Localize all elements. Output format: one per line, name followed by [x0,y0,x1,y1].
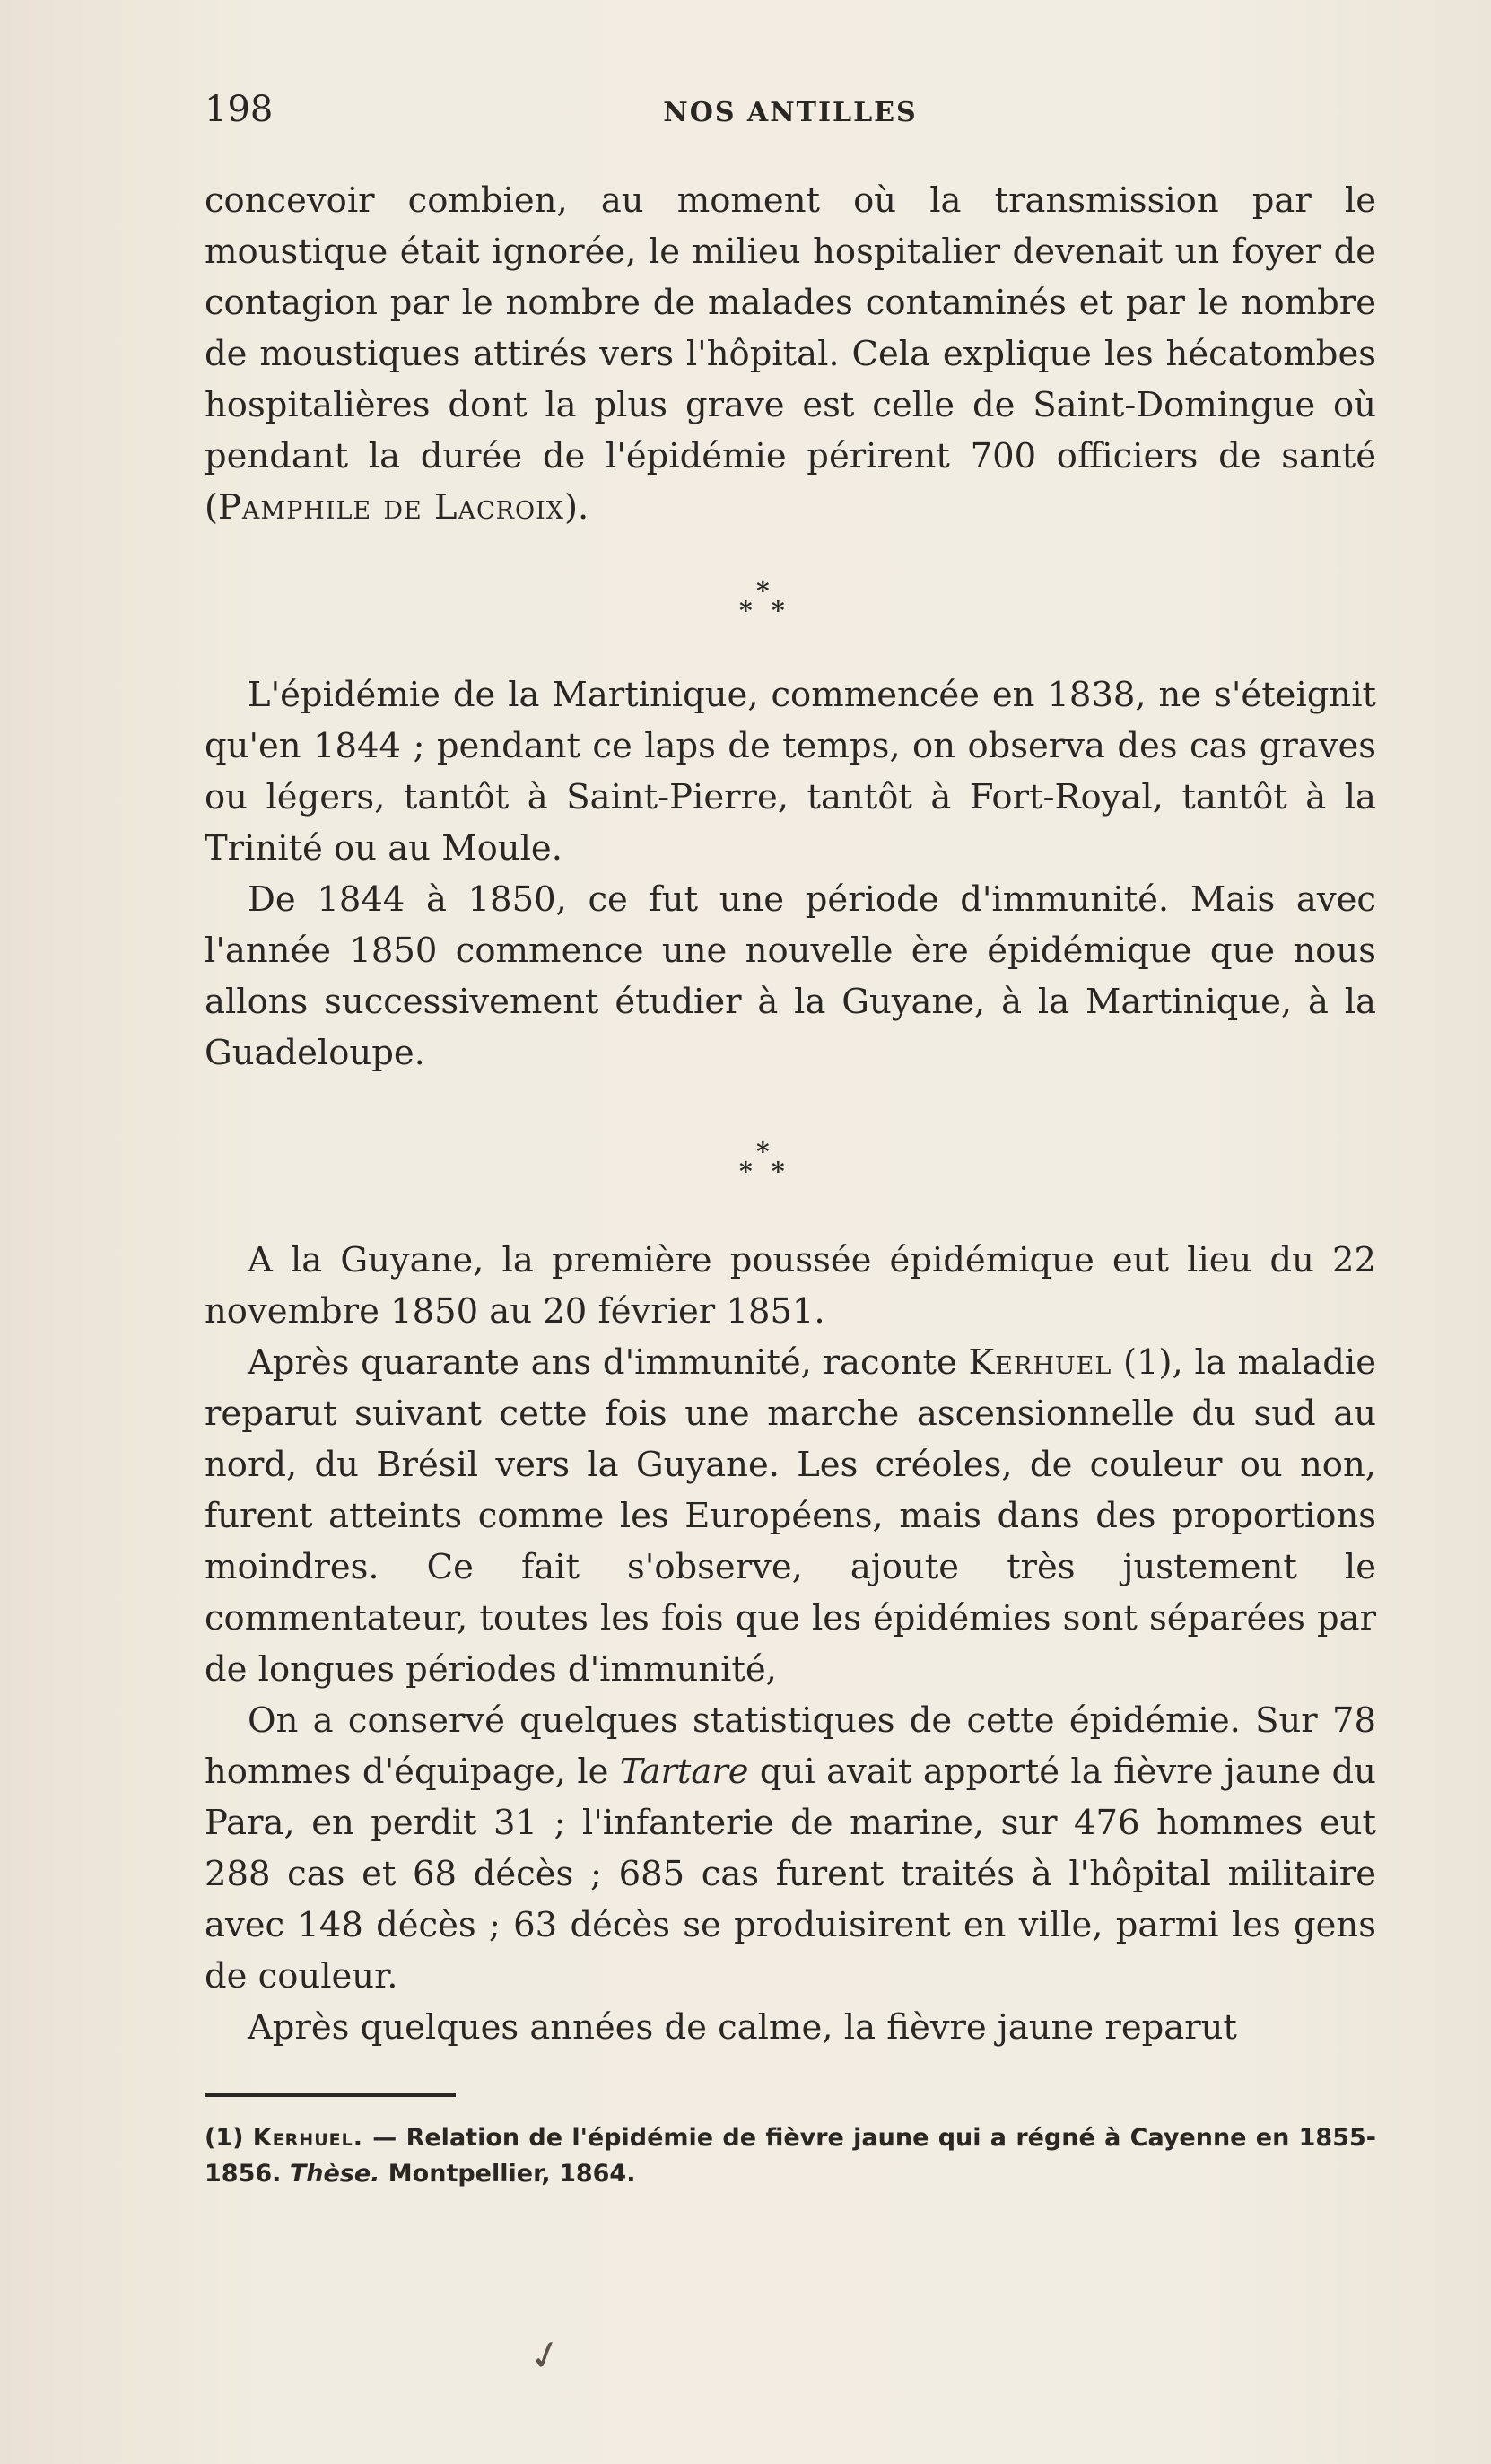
author-name: Kerhuel [968,1342,1112,1383]
footnote-rule [205,2093,456,2097]
pencil-mark: ✓ [524,2329,568,2382]
asterism-separator-1 [736,576,798,631]
ship-name: Tartare [619,1752,749,1792]
page-header [205,83,1376,136]
paragraph-6: On a conservé quelques statistiques de cette épidémie. Sur 78 hommes d'équipage, le Tartare qui avait apporté la fièvre jaune du Para, en perdit 31 ; l'infanterie de marine, sur 476 hommes eut 288 cas et 68 décès ; 685 cas furent traités à l'hôpital militaire avec 148 décès ; 63 décès se produisirent en ville, parmi les gens de couleur. [205,1700,1376,1997]
paragraph-1: concevoir combien, au moment où la transmission par le moustique était ignorée, le milieu hospitalier devenait un foyer de contagion par le nombre de malades contaminés et par le nombre de moustiques attirés vers l'hôpital. Cela explique les hécatombes hospitalières dont la plus grave est celle de Saint-Domingue où pendant la durée de l'épidémie périrent 700 officiers de santé (Pamphile de Lacroix). [205,180,1376,528]
author-name: Pamphile de Lacroix [218,487,565,528]
asterism-star: * [756,1137,770,1166]
text-block-3 [205,1235,1376,2053]
asterism-separator-2 [736,1137,798,1192]
paragraph-3: De 1844 à 1850, ce fut une période d'immunité. Mais avec l'année 1850 commence une nouvelle ère épidémique que nous allons successivement étudier à la Guyane, à la Martinique, à la Guadeloupe. [205,879,1376,1073]
paragraph-4: A la Guyane, la première poussée épidémique eut lieu du 22 novembre 1850 au 20 février 1851. [205,1240,1376,1332]
text-block-1 [205,175,1376,533]
footnote-author: Kerhuel. [252,2124,363,2152]
footnote-thesis: Thèse. [289,2160,380,2188]
asterism-star: * [739,1157,753,1186]
paragraph-5: Après quarante ans d'immunité, raconte Kerhuel (1), la maladie reparut suivant cette fois une marche ascensionnelle du sud au nord, du Brésil vers la Guyane. Les créoles, de couleur ou non, furent atteints comme les Européens, mais dans des proportions moindres. Ce fait s'observe, ajoute très justement le commentateur, toutes les fois que les épidémies sont séparées par de longues périodes d'immunité, [205,1342,1376,1690]
asterism-star: * [772,596,785,625]
paragraph-2: L'épidémie de la Martinique, commencée en 1838, ne s'éteignit qu'en 1844 ; pendant ce laps de temps, on observa des cas graves ou légers, tantôt à Saint-Pierre, tantôt à Fort-Royal, tantôt à la Trinité ou au Moule. [205,675,1376,869]
asterism-star: * [772,1157,785,1186]
asterism-star: * [739,596,753,625]
footnote: (1) Kerhuel. — Relation de l'épidémie de fièvre jaune qui a régné à Cayenne en 1855-1856. Thèse. Montpellier, 1864. [205,2124,1376,2188]
text-block-2 [205,669,1376,1079]
asterism-star: * [756,576,770,606]
running-title: NOS ANTILLES [663,97,918,128]
page-number: 198 [205,89,274,130]
paragraph-7: Après quelques années de calme, la fièvre jaune reparut [248,2007,1237,2048]
